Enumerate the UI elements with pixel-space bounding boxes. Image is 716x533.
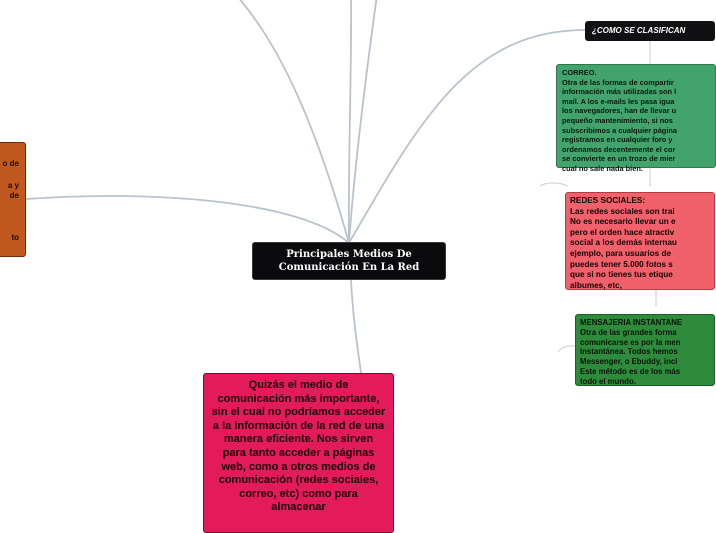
correo-card[interactable] [556, 64, 716, 173]
connector-top-3 [349, 0, 377, 243]
redes-line: pero el orden hace atractiv [570, 227, 675, 237]
redes-line: albumes, etc, [570, 280, 622, 290]
redes-line: que si no tienes tus etique [570, 270, 673, 280]
left-card-text-3: de [9, 191, 19, 200]
left-topic-card[interactable] [0, 142, 26, 257]
redes-sociales-card[interactable] [565, 192, 715, 290]
connector-top-2 [349, 0, 351, 243]
correo-line: subscribimos a cualquier página [562, 125, 677, 135]
connector-bottom [351, 280, 361, 373]
left-card-text-1: o de [2, 159, 19, 168]
redes-line: No es necesario llevar un e [570, 217, 676, 227]
redes-title: REDES SOCIALES: [570, 196, 646, 205]
left-card-text-4: to [11, 233, 19, 242]
connector-left [26, 196, 349, 243]
mensajeria-line: Otra de las grandes forma [580, 327, 677, 337]
mensajeria-line: todo el mundo. [580, 376, 636, 386]
redes-line: puedes tener 5.000 fotos s [570, 259, 673, 269]
classification-header-label: ¿COMO SE CLASIFICAN [592, 26, 686, 35]
mensajeria-line: Este método es de los más [580, 366, 681, 376]
correo-line: cual no sale nada bien. [562, 163, 643, 173]
mensajeria-line: comunicarse es por la men [580, 337, 681, 347]
correo-line: pequeño mantenimiento, si nos [562, 115, 673, 125]
correo-line: ordenamos decentemente el cor [562, 144, 676, 154]
central-topic-label: Principales Medios De Comunicación En La Red [278, 249, 420, 273]
correo-line: información más utilizadas son l [562, 87, 677, 97]
redes-line: social a los demás internau [570, 238, 677, 248]
central-topic[interactable] [252, 242, 446, 280]
mensajeria-line: instantánea. Todos hemos [580, 347, 678, 357]
mensajeria-line: Messenger, o Ebuddy, incl [580, 357, 678, 367]
mensajeria-title: MENSAJERIA INSTANTANE [580, 318, 683, 327]
classification-header[interactable] [585, 21, 715, 41]
correo-line: Otra de las formas de compartir [562, 77, 674, 87]
bottom-topic-card[interactable] [203, 373, 394, 533]
correo-line: los navegadores, han de llevar u [562, 106, 677, 116]
bottom-card-text: Quizás el medio de comunicación más importante, sin el cual no podríamos acceder a la información de la red de una manera eficiente. Nos sirven para tanto acceder a páginas web, como a otros medios de comunicación (redes sociales, correo, etc) como para almacenar [211, 379, 386, 514]
correo-line: registramos en cualquier foro y [562, 135, 673, 145]
redes-line: ejemplo, para usuarios de [570, 248, 672, 258]
left-card-text-2: a y [7, 181, 19, 190]
correo-line: mail. A los e-mails les pasa igua [562, 96, 675, 106]
connector-right-header [349, 30, 585, 243]
mensajeria-card[interactable] [575, 314, 715, 386]
correo-line: se convierte en un trozo de mier [562, 154, 676, 164]
redes-line: Las redes sociales son trai [570, 206, 675, 216]
correo-title: CORREO. [562, 68, 597, 77]
